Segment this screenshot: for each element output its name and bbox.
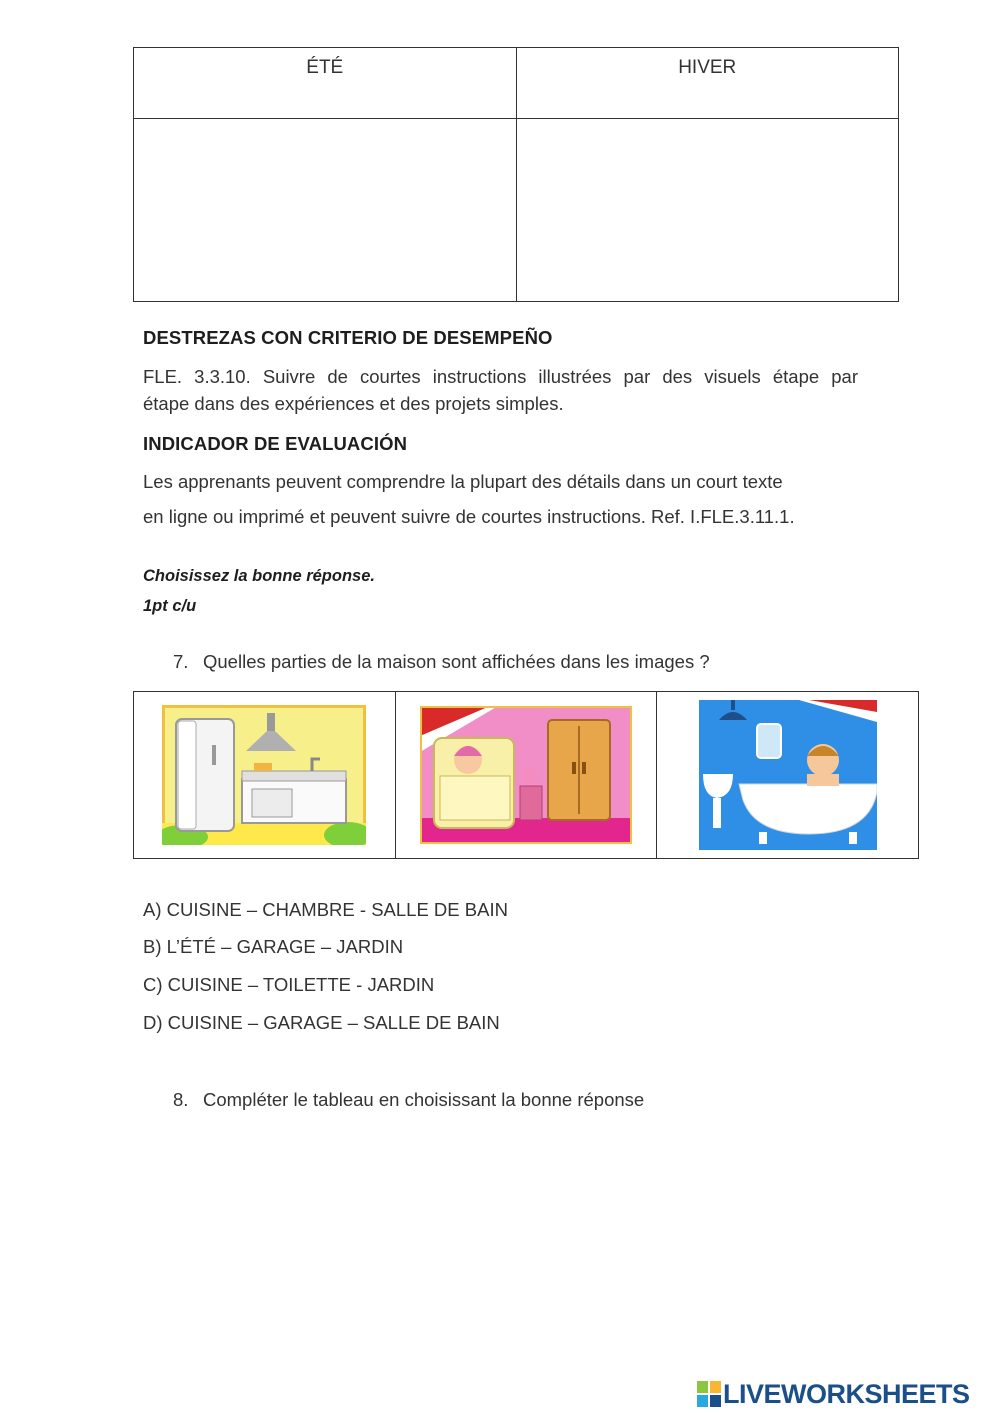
header-hiver: HIVER <box>516 48 899 119</box>
kitchen-image <box>162 705 366 845</box>
skills-line-1: FLE. 3.3.10. Suivre de courtes instructions illustrées par des visuels étape par <box>143 366 858 387</box>
indicator-line-1: Les apprenants peuvent comprendre la plupart des détails dans un court texte <box>143 471 783 492</box>
question-7-text: Quelles parties de la maison sont affichées dans les images ? <box>203 651 710 672</box>
question-7 <box>173 651 710 673</box>
liveworksheets-logo <box>697 1378 970 1410</box>
bathroom-image <box>699 700 877 850</box>
question-7-number: 7. <box>173 651 189 672</box>
bedroom-image <box>420 706 632 844</box>
bathroom-cell <box>657 692 919 859</box>
liveworksheets-logo-text: LIVEWORKSHEETS <box>723 1378 970 1409</box>
bedroom-cell <box>395 692 657 859</box>
instruction-choose: Choisissez la bonne réponse. <box>143 567 375 585</box>
indicator-heading: INDICADOR DE EVALUACIÓN <box>143 433 408 454</box>
option-d[interactable]: D) CUISINE – GARAGE – SALLE DE BAIN <box>143 1012 500 1033</box>
question-8-number: 8. <box>173 1089 189 1110</box>
question-8-text: Compléter le tableau en choisissant la bonne réponse <box>203 1089 645 1110</box>
question-8 <box>173 1089 644 1111</box>
ete-answer-cell[interactable] <box>134 119 517 302</box>
season-table <box>133 47 899 302</box>
skills-line-2: étape dans des expériences et des projets simples. <box>143 393 564 414</box>
indicator-line-2: en ligne ou imprimé et peuvent suivre de courtes instructions. Ref. I.FLE.3.11.1. <box>143 506 795 527</box>
hiver-answer-cell[interactable] <box>516 119 899 302</box>
liveworksheets-logo-icon <box>697 1381 721 1407</box>
skills-heading: DESTREZAS CON CRITERIO DE DESEMPEÑO <box>143 327 553 348</box>
option-b[interactable]: B) L’ÉTÉ – GARAGE – JARDIN <box>143 936 404 957</box>
kitchen-cell <box>134 692 396 859</box>
header-ete: ÉTÉ <box>134 48 517 119</box>
option-a[interactable]: A) CUISINE – CHAMBRE - SALLE DE BAIN <box>143 899 508 920</box>
house-images-table <box>133 691 919 859</box>
instruction-points: 1pt c/u <box>143 597 197 615</box>
option-c[interactable]: C) CUISINE – TOILETTE - JARDIN <box>143 974 435 995</box>
